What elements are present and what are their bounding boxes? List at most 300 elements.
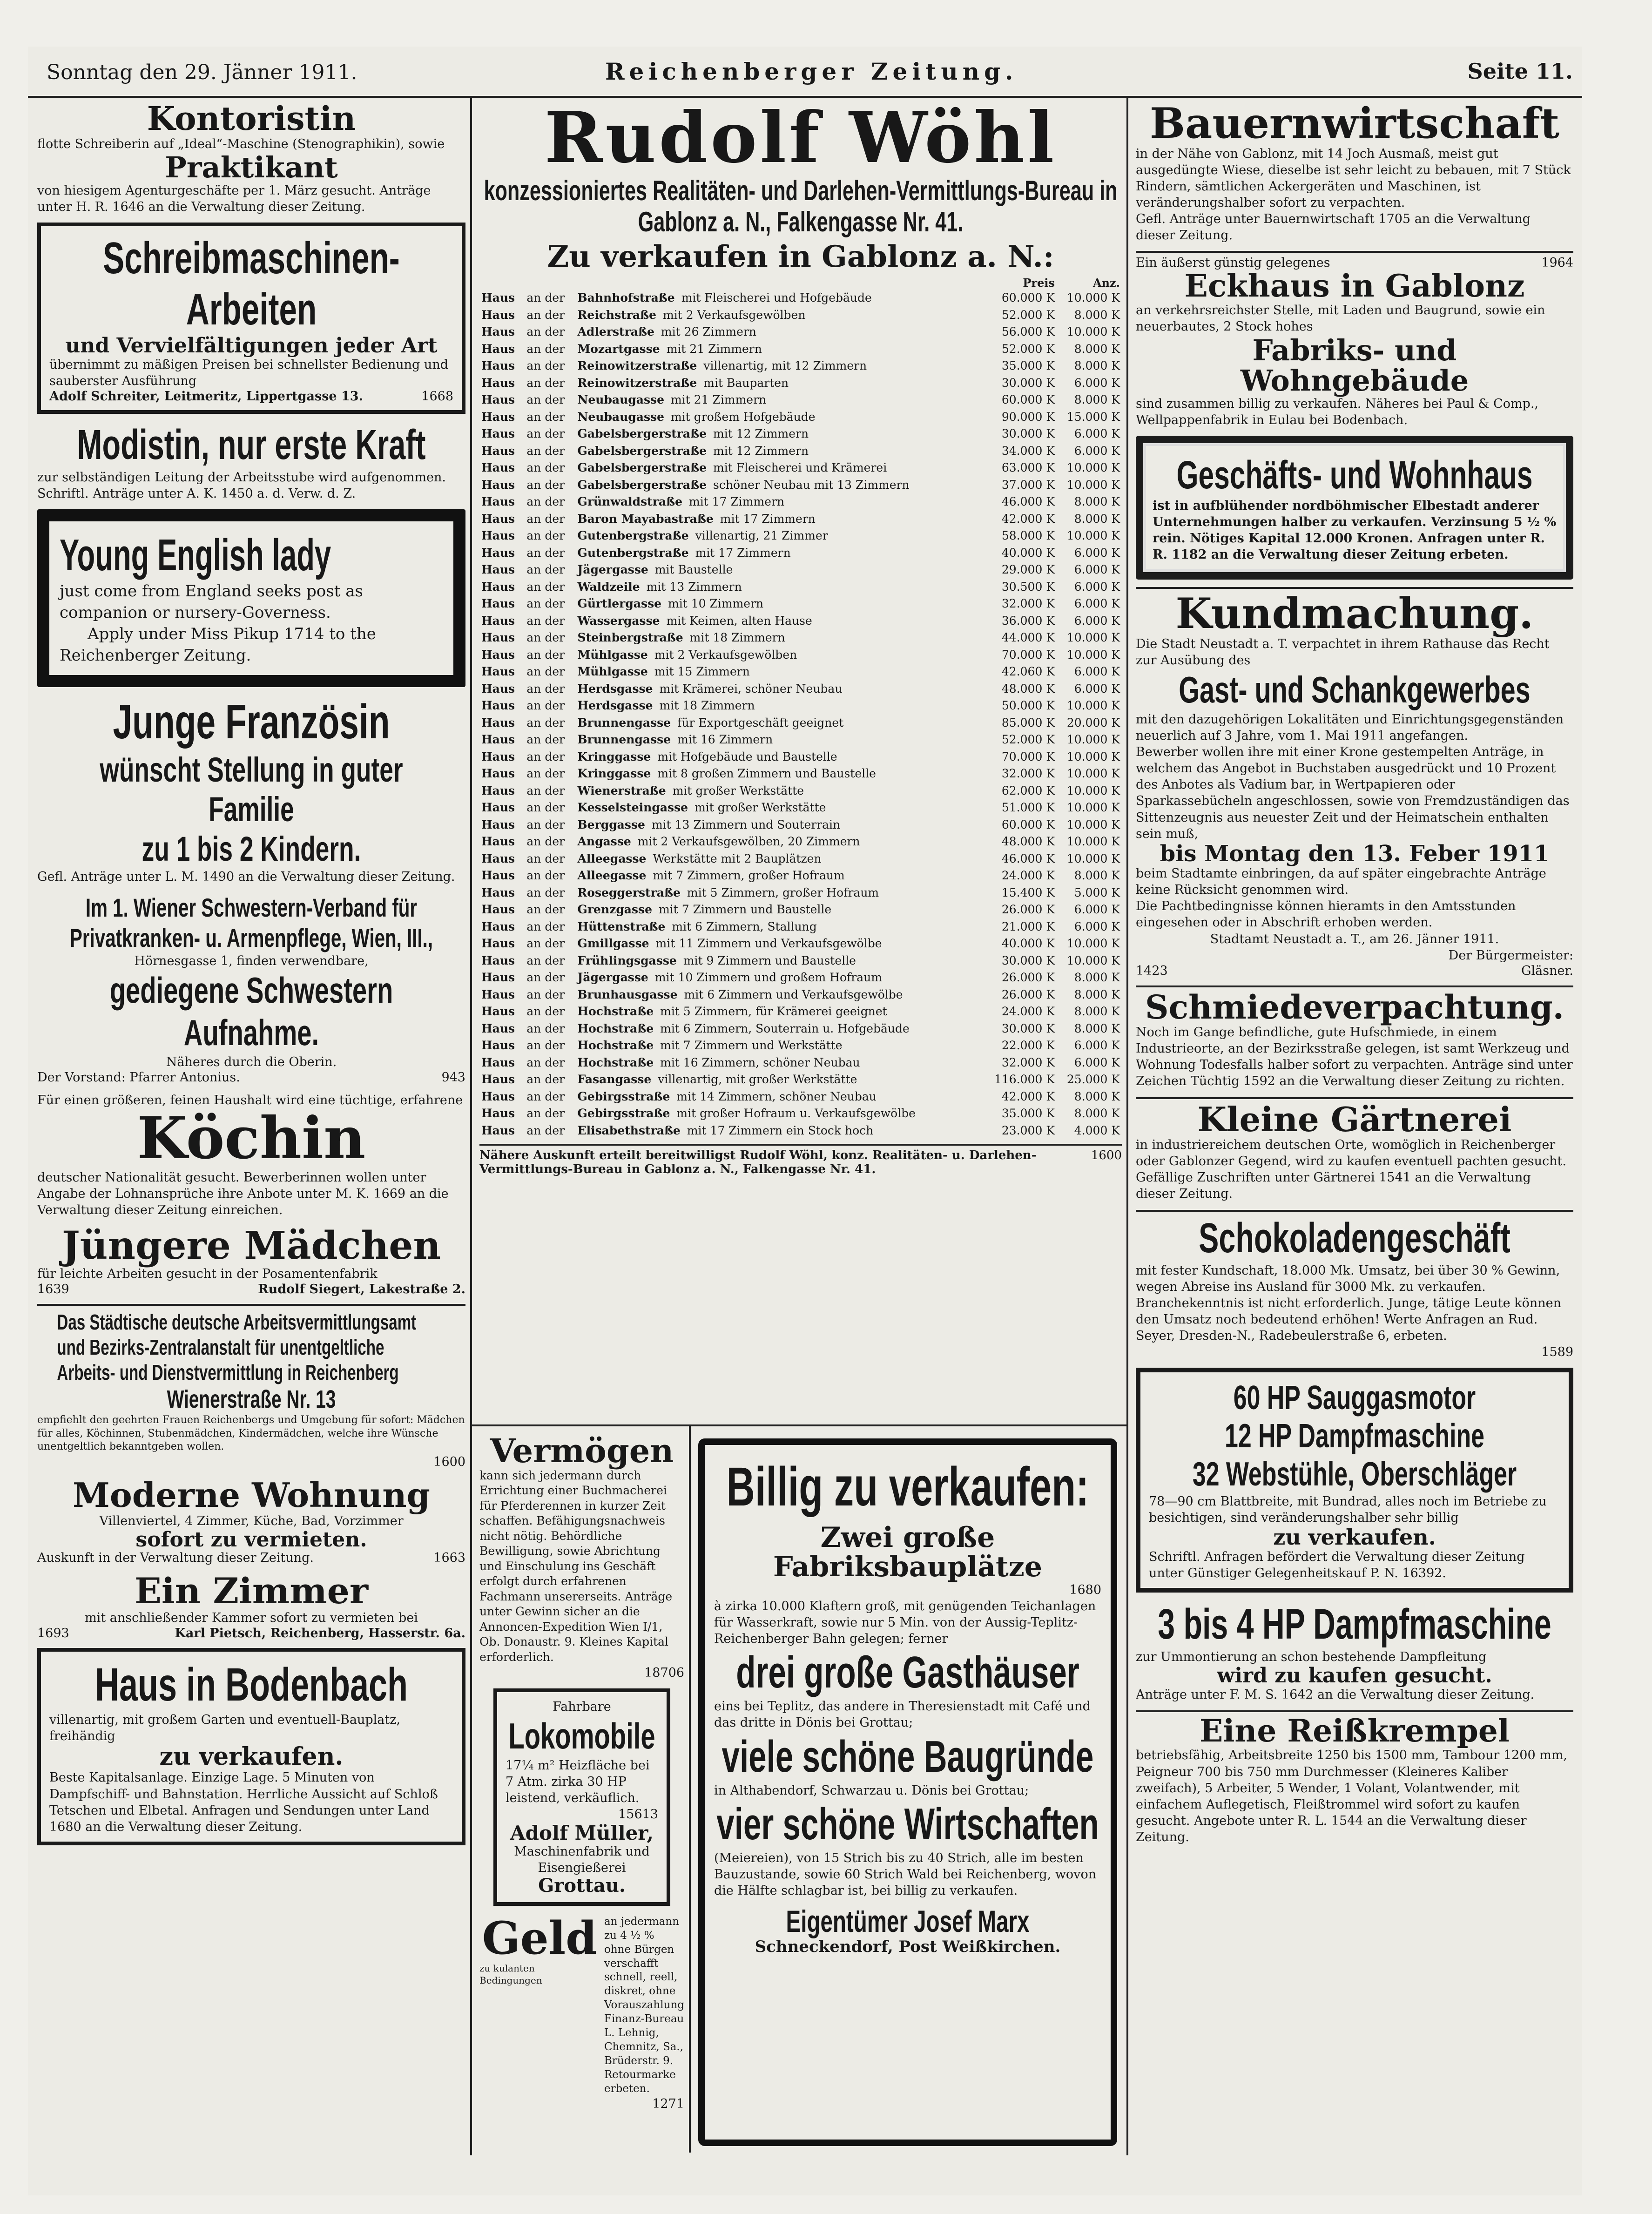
row-description: schöner Neubau mit 13 Zimmern <box>713 478 910 492</box>
row-description: mit 2 Verkaufsgewölben, 20 Zimmern <box>637 835 860 849</box>
ad-title: Geld <box>482 1911 597 1964</box>
row-deposit: 10.000 K <box>1066 783 1120 797</box>
header-title: Reichenberger Zeitung. <box>605 58 1018 85</box>
row-an: an der <box>526 325 565 339</box>
row-description: mit 18 Zimmern <box>659 699 755 713</box>
ad-title: Im 1. Wiener Schwestern-Verband für Privatkranken- u. Armenpflege, Wien, III., <box>69 893 433 953</box>
ad-code: 1964 <box>1541 256 1573 270</box>
row-street <box>576 477 991 494</box>
ad-text: an jedermann zu 4 ½ % ohne Bürgen verschafft schnell, reell, diskret, ohne Vorauszahlung Finanz-Bureau L. Lehnig, Chemnitz, Sa., Brüderstr. 9. Retourmarke erbeten. <box>604 1915 684 2095</box>
row-price: 48.000 K <box>1001 682 1055 695</box>
row-street-name: Reinowitzerstraße <box>577 359 697 373</box>
ad-subtitle: sofort zu vermieten. <box>135 1527 367 1552</box>
realty-row <box>479 527 1122 545</box>
newspaper-page <box>28 47 1582 2195</box>
row-price: 60.000 K <box>1001 817 1055 831</box>
ad-title: Vermögen <box>490 1434 674 1470</box>
ad-text: zur selbständigen Leitung der Arbeitsstube wird aufgenommen. Schriftl. Anträge unter A. K. 1450 a. d. Verw. d. Z. <box>37 470 446 501</box>
row-street <box>576 425 991 443</box>
ad-text: 78—90 cm Blattbreite, mit Bundrad, alles noch im Betriebe zu besichtigen, sind veränderungshalber sehr billig <box>1149 1494 1547 1526</box>
row-prefix: Haus <box>481 851 515 865</box>
row-description: mit 16 Zimmern, schöner Neubau <box>660 1055 860 1069</box>
row-prefix: Haus <box>481 1073 515 1087</box>
row-street-name: Gabelsbergerstraße <box>577 444 707 458</box>
ad-subtitle: wird zu kaufen gesucht. <box>1217 1663 1492 1688</box>
ad-billig-zu-verkaufen <box>698 1438 1117 2146</box>
row-an: an der <box>526 767 565 781</box>
ad-code: 1639 <box>37 1282 69 1297</box>
row-street-name: Gutenbergstraße <box>577 529 689 543</box>
row-street-name: Kringgasse <box>577 749 651 763</box>
row-an: an der <box>526 903 565 917</box>
ad-text: Auskunft in der Verwaltung dieser Zeitung. <box>37 1550 314 1565</box>
row-description: mit großem Hofgebäude <box>671 410 816 424</box>
row-description: mit 2 Verkaufsgewölben <box>654 648 797 662</box>
column-rule-right <box>1126 98 1128 2155</box>
row-description: mit 17 Zimmern <box>695 546 791 560</box>
realty-code: 1600 <box>1091 1148 1122 1163</box>
realty-row <box>479 715 1122 732</box>
row-street-name: Alleegasse <box>577 851 647 865</box>
row-an: an der <box>526 801 565 815</box>
row-an: an der <box>526 869 565 883</box>
ad-koechin <box>37 1092 465 1218</box>
row-prefix: Haus <box>481 1039 515 1053</box>
ad-subtitle: Zwei große Fabriksbauplätze <box>773 1521 1042 1583</box>
row-an: an der <box>526 1107 565 1120</box>
row-an: an der <box>526 919 565 933</box>
row-an: an der <box>526 1039 565 1053</box>
ad-text: zur Ummontierung an schon bestehende Dampfleitung <box>1136 1649 1487 1664</box>
row-description: mit 12 Zimmern <box>713 427 809 441</box>
row-prefix: Haus <box>481 987 515 1001</box>
row-street-name: Adlerstraße <box>577 325 654 339</box>
row-street <box>576 952 991 970</box>
row-street <box>576 341 991 358</box>
ad-code: 1668 <box>421 389 453 404</box>
row-prefix: Haus <box>481 325 515 339</box>
row-street <box>576 629 991 647</box>
row-street-name: Neubaugasse <box>577 410 665 424</box>
row-an: an der <box>526 359 565 373</box>
row-street <box>576 527 991 545</box>
row-price: 26.000 K <box>1001 971 1055 985</box>
row-description: mit 17 Zimmern <box>688 495 785 509</box>
row-an: an der <box>526 563 565 577</box>
row-an: an der <box>526 393 565 407</box>
ad-code: 1600 <box>433 1454 465 1469</box>
row-prefix: Haus <box>481 614 515 628</box>
row-description: villenartig, 21 Zimmer <box>695 529 828 543</box>
ad-text: mit fester Kundschaft, 18.000 Mk. Umsatz, bei über 30 % Gewinn, wegen Abreise ins Ausland für 3000 Mk. zu verkaufen. Branchekenntnis ist nicht erforderlich. Junge, tätige Leute können den Umsatz noch bedeutend erhöhen! Werte Anfragen an Rud. Seyer, Dresden-N., Radebeulerstraße 6, erbeten. <box>1136 1263 1561 1343</box>
ad-code: 943 <box>441 1070 465 1085</box>
realty-row <box>479 341 1122 358</box>
row-prefix: Haus <box>481 885 515 899</box>
ad-title: Schreibmaschinen-Arbeiten <box>103 233 400 334</box>
row-street-name: Gutenbergstraße <box>577 546 689 560</box>
ad-title: Köchin <box>137 1105 366 1173</box>
row-street <box>576 969 991 986</box>
ad-signature: Adolf Schreiter, Leitmeritz, Lippertgasse 13. <box>49 389 363 404</box>
ad-signature: Stadtamt Neustadt a. T., am 26. Jänner 1911. <box>1210 932 1499 946</box>
row-street <box>576 1105 991 1122</box>
row-description: villenartig, mit großer Werkstätte <box>658 1073 857 1087</box>
row-street <box>576 1003 991 1020</box>
ad-text: Näheres durch die Oberin. <box>166 1055 337 1070</box>
realty-row <box>479 850 1122 868</box>
row-street-name: Waldzeile <box>577 580 640 594</box>
ad-title: Das Städtische deutsche Arbeitsvermittlungsamt und Bezirks-Zentralanstalt für unentgeltliche Arbeits- und Dienstvermittlung in Reichenberg <box>57 1310 417 1385</box>
row-deposit: 25.000 K <box>1066 1073 1120 1087</box>
row-description: mit 13 Zimmern <box>646 580 742 594</box>
realty-row <box>479 392 1122 409</box>
row-street-name: Hochstraße <box>577 1005 654 1019</box>
row-street-name: Herdsgasse <box>577 682 653 695</box>
row-deposit: 8.000 K <box>1074 971 1120 985</box>
row-prefix: Haus <box>481 631 515 645</box>
row-prefix: Haus <box>481 869 515 883</box>
realty-row <box>479 1054 1122 1072</box>
ad-subtitle: und Vervielfältigungen jeder Art <box>65 333 438 358</box>
row-price: 52.000 K <box>1001 342 1055 356</box>
row-price: 116.000 K <box>994 1073 1055 1087</box>
row-deposit: 6.000 K <box>1074 1039 1120 1053</box>
row-an: an der <box>526 749 565 763</box>
row-street <box>576 493 991 511</box>
row-prefix: Haus <box>481 478 515 492</box>
row-street-name: Angasse <box>577 835 631 849</box>
row-street <box>576 375 991 392</box>
ad-code: 18706 <box>644 1666 684 1680</box>
ad-text: Für einen größeren, feinen Haushalt wird eine tüchtige, erfahrene <box>37 1093 463 1108</box>
row-deposit: 10.000 K <box>1066 461 1120 475</box>
ad-motoren <box>1136 1368 1573 1593</box>
row-price: 70.000 K <box>1001 648 1055 662</box>
row-price: 35.000 K <box>1001 359 1055 373</box>
ad-maedchen <box>37 1223 465 1297</box>
row-description: mit 10 Zimmern <box>668 597 764 611</box>
ad-geschaefts-wohnhaus <box>1136 436 1573 580</box>
ad-signature: Adolf Müller, <box>510 1821 654 1844</box>
ad-pretext: Ein äußerst günstig gelegenes <box>1136 256 1330 270</box>
realty-row <box>479 1105 1122 1122</box>
realty-row <box>479 425 1122 443</box>
realty-row <box>479 1020 1122 1038</box>
row-deposit: 8.000 K <box>1074 869 1120 883</box>
row-description: mit 6 Zimmern, Souterrain u. Hofgebäude <box>660 1021 910 1035</box>
row-description: mit 26 Zimmern <box>661 325 756 339</box>
row-an: an der <box>526 342 565 356</box>
ad-title: Bauernwirtschaft <box>1149 101 1560 148</box>
ad-text: mit anschließender Kammer sofort zu vermieten bei <box>85 1610 418 1625</box>
row-price: 37.000 K <box>1001 478 1055 492</box>
row-description: mit großer Werkstätte <box>672 783 804 797</box>
row-prefix: Haus <box>481 359 515 373</box>
row-an: an der <box>526 478 565 492</box>
ad-text: Schriftl. Anfragen befördert die Verwaltung dieser Zeitung unter Günstiger Gelegenheitskauf P. N. 16392. <box>1149 1549 1525 1580</box>
row-description: mit 5 Zimmern, großer Hofraum <box>687 885 879 899</box>
row-deposit: 6.000 K <box>1074 444 1120 458</box>
row-street <box>576 290 991 307</box>
ad-text: für leichte Arbeiten gesucht in der Posamentenfabrik <box>37 1266 378 1281</box>
row-deposit: 6.000 K <box>1074 546 1120 560</box>
row-street-name: Elisabethstraße <box>577 1123 681 1137</box>
row-price: 70.000 K <box>1001 749 1055 763</box>
row-deposit: 6.000 K <box>1074 665 1120 679</box>
realty-row <box>479 1003 1122 1020</box>
row-deposit: 8.000 K <box>1074 1089 1120 1103</box>
row-street-name: Steinbergstraße <box>577 631 683 645</box>
ad-title: Kundmachung. <box>1175 589 1534 639</box>
row-an: an der <box>526 376 565 390</box>
ad-text: ist in aufblühender nordböhmischer Elbestadt anderer Unternehmungen halber zu verkaufen. Verzinsung 5 ½ % rein. Nötiges Kapital 12.000 Kronen. Anfragen unter R. R. 1182 an die Verwaltung dieser Zeitung erbeten. <box>1153 498 1557 562</box>
row-description: villenartig, mit 12 Zimmern <box>703 359 867 373</box>
row-an: an der <box>526 1123 565 1137</box>
ad-line: 60 HP Sauggasmotor <box>1233 1379 1476 1417</box>
ad-kundmachung <box>1136 587 1573 978</box>
row-an: an der <box>526 716 565 729</box>
ad-vermoegen <box>479 1434 684 1681</box>
row-prefix: Haus <box>481 835 515 849</box>
row-street-name: Grünwaldstraße <box>577 495 682 509</box>
row-price: 60.000 K <box>1001 393 1055 407</box>
price-column-header: Preis <box>1023 276 1055 290</box>
row-description: mit 5 Zimmern, für Krämerei geeignet <box>660 1005 887 1019</box>
ad-subtitle: zu 1 bis 2 Kindern. <box>142 830 361 868</box>
row-deposit: 8.000 K <box>1074 495 1120 509</box>
realty-table <box>479 276 1122 1139</box>
ad-text: Apply under Miss Pikup 1714 to the Reichenberger Zeitung. <box>60 625 376 665</box>
row-prefix: Haus <box>481 529 515 543</box>
ad-modistin <box>37 421 465 502</box>
row-description: mit 11 Zimmern und Verkaufsgewölbe <box>655 937 882 951</box>
row-an: an der <box>526 783 565 797</box>
row-street-name: Roseggerstraße <box>577 885 681 899</box>
realty-row <box>479 307 1122 324</box>
row-prefix: Haus <box>481 1005 515 1019</box>
row-an: an der <box>526 699 565 713</box>
realty-row <box>479 324 1122 341</box>
realty-row <box>479 884 1122 902</box>
row-price: 26.000 K <box>1001 903 1055 917</box>
row-deposit: 10.000 K <box>1066 733 1120 747</box>
ad-subtitle: Gast- und Schankgewerbes <box>1179 668 1531 710</box>
row-prefix: Haus <box>481 699 515 713</box>
row-deposit: 8.000 K <box>1074 342 1120 356</box>
row-description: mit 12 Zimmern <box>713 444 809 458</box>
realty-row <box>479 613 1122 630</box>
realty-row <box>479 493 1122 511</box>
ad-title: Lokomobile <box>508 1715 655 1757</box>
row-description: mit 15 Zimmern <box>654 665 750 679</box>
ad-subtitle: vier schöne Wirtschaften <box>716 1799 1099 1849</box>
row-an: an der <box>526 410 565 424</box>
row-prefix: Haus <box>481 1021 515 1035</box>
row-street-name: Jägergasse <box>577 971 648 985</box>
row-description: mit großer Hofraum u. Verkaufsgewölbe <box>676 1107 916 1120</box>
row-street-name: Gabelsbergerstraße <box>577 478 707 492</box>
ad-text: Anträge unter F. M. S. 1642 an die Verwaltung dieser Zeitung. <box>1136 1688 1535 1702</box>
row-street <box>576 307 991 324</box>
ad-ein-zimmer <box>37 1570 465 1640</box>
row-price: 30.000 K <box>1001 376 1055 390</box>
realty-row <box>479 783 1122 800</box>
row-street-name: Frühlingsgasse <box>577 953 677 967</box>
row-deposit: 10.000 K <box>1066 291 1120 305</box>
row-street <box>576 1088 991 1106</box>
row-prefix: Haus <box>481 953 515 967</box>
row-an: an der <box>526 512 565 526</box>
row-street <box>576 681 991 698</box>
row-deposit: 8.000 K <box>1074 1005 1120 1019</box>
row-deposit: 8.000 K <box>1074 308 1120 322</box>
ad-text: Beste Kapitalsanlage. Einzige Lage. 5 Minuten von Dampfschiff- und Bahnstation. Herrliche Aussicht auf Schloß Tetschen und Elbetal. Anfragen und Sendungen unter Land 1680 an die Verwaltung dieser Zeitung. <box>49 1770 438 1834</box>
row-deposit: 10.000 K <box>1066 529 1120 543</box>
row-street <box>576 901 991 918</box>
ad-bauernwirtschaft <box>1136 101 1573 243</box>
row-price: 48.000 K <box>1001 835 1055 849</box>
ad-code: 15613 <box>618 1807 658 1822</box>
row-prefix: Haus <box>481 749 515 763</box>
row-an: an der <box>526 580 565 594</box>
row-deposit: 6.000 K <box>1074 903 1120 917</box>
row-description: mit 17 Zimmern <box>720 512 816 526</box>
row-description: mit 7 Zimmern, großer Hofraum <box>653 869 845 883</box>
row-deposit: 10.000 K <box>1066 835 1120 849</box>
row-price: 24.000 K <box>1001 1005 1055 1019</box>
row-price: 60.000 K <box>1001 291 1055 305</box>
row-price: 85.000 K <box>1001 716 1055 729</box>
realty-footer: Nähere Auskunft erteilt bereitwilligst Rudolf Wöhl, konz. Realitäten- u. Darlehen-Vermittlungs-Bureau in Gablonz a. N., Falkengasse Nr. 41. <box>479 1148 1037 1177</box>
ad-title: Kontoristin <box>147 101 356 138</box>
row-an: an der <box>526 1089 565 1103</box>
ad-signature: Schneckendorf, Post Weißkirchen. <box>755 1937 1061 1956</box>
row-street <box>576 358 991 375</box>
ad-text: Gefällige Zuschriften unter Gärtnerei 1541 an die Verwaltung dieser Zeitung. <box>1136 1170 1531 1202</box>
row-street-name: Jägergasse <box>577 563 648 577</box>
row-prefix: Haus <box>481 733 515 747</box>
center-column <box>479 101 1122 1419</box>
row-an: an der <box>526 631 565 645</box>
row-price: 52.000 K <box>1001 733 1055 747</box>
row-prefix: Haus <box>481 444 515 458</box>
realty-row <box>479 901 1122 918</box>
row-an: an der <box>526 614 565 628</box>
row-price: 36.000 K <box>1001 614 1055 628</box>
realty-row <box>479 647 1122 664</box>
row-price: 22.000 K <box>1001 1039 1055 1053</box>
ad-text: Hörnesgasse 1, finden verwendbare, <box>134 954 369 969</box>
row-street <box>576 817 991 834</box>
realty-row <box>479 663 1122 681</box>
row-street-name: Baron Mayabastraße <box>577 512 714 526</box>
ad-text: betriebsfähig, Arbeitsbreite 1250 bis 1500 mm, Tambour 1200 mm, Peigneur 700 bis 750 mm Durchmesser (Kleineres Kaliber zweifach), 5 Arbeiter, 5 Wender, 1 Volant, Volantwender, mit einfachem Auflegetisch, Fleißtrommel wird sofort zu kaufen gesucht. Angebote unter R. L. 1544 an die Verwaltung dieser Zeitung. <box>1136 1748 1567 1844</box>
ad-title: Jüngere Mädchen <box>61 1223 441 1268</box>
row-an: an der <box>526 682 565 695</box>
ad-subtitle: gediegene Schwestern Aufnahme. <box>109 970 393 1053</box>
ad-pretext: Fahrbare <box>553 1700 611 1714</box>
ad-subtitle: viele schöne Baugründe <box>721 1731 1094 1782</box>
row-prefix: Haus <box>481 1107 515 1120</box>
ad-moderne-wohnung <box>37 1475 465 1565</box>
row-price: 15.400 K <box>1001 885 1055 899</box>
realty-row <box>479 1037 1122 1054</box>
row-price: 46.000 K <box>1001 851 1055 865</box>
ad-code: 1693 <box>37 1626 69 1640</box>
ad-text: sind zusammen billig zu verkaufen. Näheres bei Paul & Comp., Wellpappenfabrik in Eulau bei Bodenbach. <box>1136 396 1539 427</box>
row-deposit: 6.000 K <box>1074 597 1120 611</box>
row-description: mit Hofgebäude und Baustelle <box>657 749 837 763</box>
row-description: mit 9 Zimmern und Baustelle <box>683 953 856 967</box>
row-description: mit 10 Zimmern und großem Hofraum <box>654 971 882 985</box>
realty-row <box>479 477 1122 494</box>
row-street-name: Gebirgsstraße <box>577 1107 670 1120</box>
row-street-name: Fasangasse <box>577 1073 652 1087</box>
row-price: 35.000 K <box>1001 1107 1055 1120</box>
row-an: an der <box>526 733 565 747</box>
ad-signature: Der Bürgermeister: <box>1448 948 1573 963</box>
row-street <box>576 511 991 528</box>
row-street-name: Wienerstraße <box>577 783 666 797</box>
realty-row <box>479 731 1122 749</box>
realty-name: Rudolf Wöhl <box>544 101 1057 179</box>
row-street <box>576 884 991 902</box>
row-description: mit 8 großen Zimmern und Baustelle <box>657 767 876 781</box>
row-deposit: 6.000 K <box>1074 376 1120 390</box>
ad-text: Die Stadt Neustadt a. T. verpachtet in ihrem Rathause das Recht zur Ausübung des <box>1136 636 1550 668</box>
row-prefix: Haus <box>481 903 515 917</box>
row-an: an der <box>526 291 565 305</box>
row-description: mit 7 Zimmern und Baustelle <box>659 903 832 917</box>
row-street <box>576 867 991 884</box>
ad-text: Villenviertel, 4 Zimmer, Küche, Bad, Vorzimmer <box>99 1513 404 1528</box>
ad-text: Noch im Gange befindliche, gute Hufschmiede, in einem Industrieorte, an der Bezirksstraße gelegen, ist samt Werkzeug und Wohnung Todesfalls halber sofort zu verpachten. Anträge sind unter Zeichen Tüchtig 1592 an die Verwaltung dieser Zeitung zu richten. <box>1136 1025 1573 1089</box>
row-street <box>576 731 991 749</box>
realty-row <box>479 799 1122 817</box>
ad-signature: Karl Pietsch, Reichenberg, Hasserstr. 6a. <box>175 1626 465 1640</box>
row-prefix: Haus <box>481 937 515 951</box>
row-price: 23.000 K <box>1001 1123 1055 1137</box>
ad-dampfmaschine <box>1136 1600 1573 1703</box>
row-an: an der <box>526 1073 565 1087</box>
row-deposit: 4.000 K <box>1074 1123 1120 1137</box>
row-prefix: Haus <box>481 376 515 390</box>
ad-text: empfiehlt den geehrten Frauen Reichenbergs und Umgebung für sofort: Mädchen für alles, Köchinnen, Stubenmädchen, Kindermädchen, welche ihre Wünsche unentgeltlich bekanntgeben wollen. <box>37 1414 465 1453</box>
row-deposit: 8.000 K <box>1074 1021 1120 1035</box>
row-prefix: Haus <box>481 801 515 815</box>
ad-code: 1423 <box>1136 963 1168 978</box>
ad-subtitle: zu verkaufen. <box>1273 1525 1436 1550</box>
ad-subtitle: zu verkaufen. <box>159 1742 344 1771</box>
column-rule-left <box>470 98 472 2155</box>
center-left-column <box>479 1434 684 2151</box>
ad-reisskrempel <box>1136 1710 1573 1845</box>
row-street-name: Reinowitzerstraße <box>577 376 697 390</box>
realty-row <box>479 681 1122 698</box>
row-street-name: Herdsgasse <box>577 699 653 713</box>
ad-schokoladengeschaeft <box>1136 1210 1573 1361</box>
row-price: 40.000 K <box>1001 546 1055 560</box>
row-an: an der <box>526 665 565 679</box>
row-deposit: 10.000 K <box>1066 801 1120 815</box>
row-street-name: Alleegasse <box>577 869 647 883</box>
row-street <box>576 697 991 715</box>
row-street <box>576 749 991 766</box>
row-description: mit 21 Zimmern <box>666 342 762 356</box>
row-prefix: Haus <box>481 546 515 560</box>
row-an: an der <box>526 971 565 985</box>
ad-title: Eine Reißkrempel <box>1200 1713 1510 1749</box>
